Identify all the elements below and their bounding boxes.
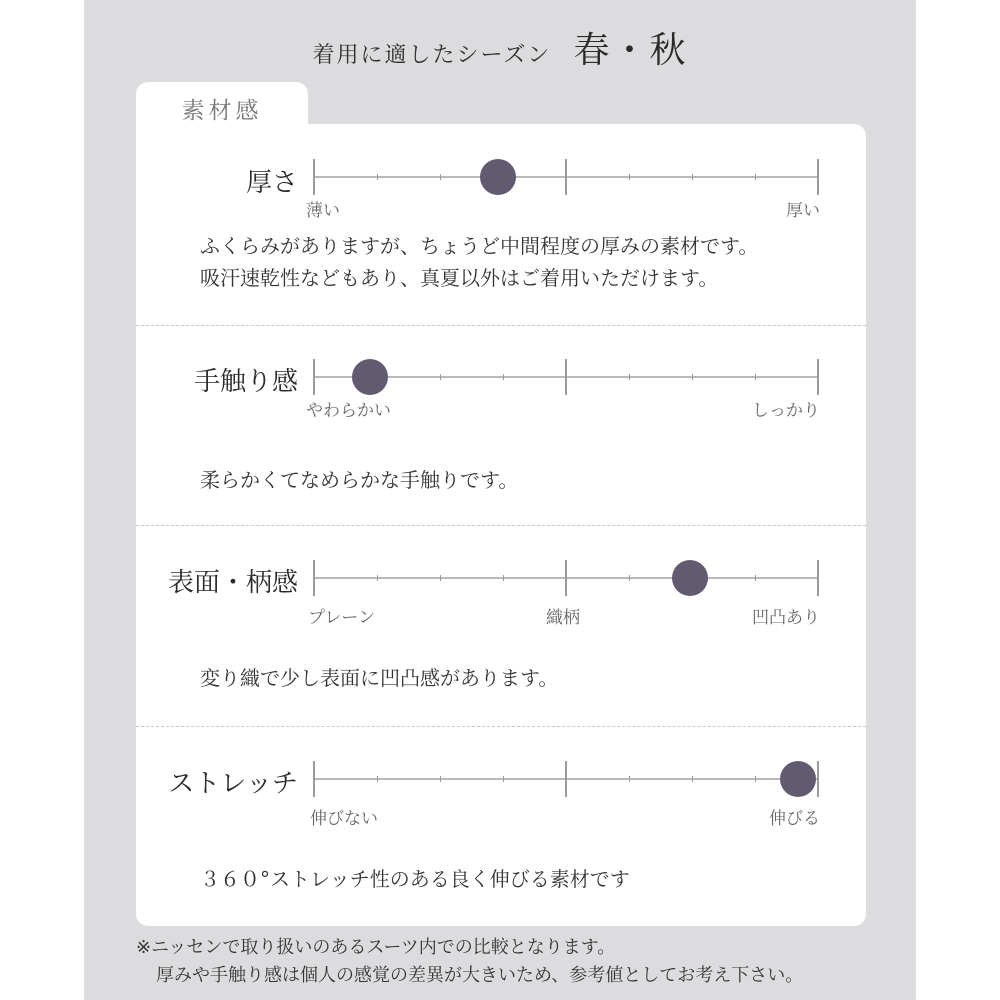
row-title: 手触り感	[193, 367, 298, 397]
scale-left-label: プレーン	[308, 608, 375, 628]
scale-minor-tick	[503, 374, 504, 380]
season-value: 春・秋	[573, 30, 688, 71]
material-tab-label: 素材感	[181, 98, 263, 124]
row-title: 表面・柄感	[167, 568, 298, 598]
scale-major-tick	[565, 359, 567, 395]
row-divider	[136, 325, 866, 326]
row-description-line: ふくらみがありますが、ちょうど中間程度の厚みの素材です。	[200, 234, 759, 258]
scale-minor-tick	[692, 776, 693, 782]
scale-left-label: 伸びない	[310, 809, 378, 829]
scale-minor-tick	[629, 374, 630, 380]
scale-major-tick	[817, 359, 819, 395]
row-description-line: ３６０°ストレッチ性のある良く伸びる素材です	[200, 867, 630, 891]
scale-minor-tick	[377, 776, 378, 782]
scale-left-label: やわらかい	[306, 401, 391, 421]
footnote	[136, 934, 803, 990]
scale-minor-tick	[755, 575, 756, 581]
scale-marker	[672, 560, 708, 596]
scale-minor-tick	[629, 575, 630, 581]
scale-major-tick	[565, 560, 567, 596]
scale-major-tick	[817, 560, 819, 596]
row-description-line: 柔らかくてなめらかな手触りです。	[200, 468, 519, 492]
scale-minor-tick	[440, 776, 441, 782]
scale-major-tick	[817, 761, 819, 797]
footnote-line: 厚みや手触り感は個人の感覚の差異が大きいため、参考値としてお考え下さい。	[156, 965, 804, 986]
scale-minor-tick	[755, 776, 756, 782]
scale-major-tick	[565, 761, 567, 797]
scale-minor-tick	[692, 374, 693, 380]
row-description-line: 吸汗速乾性などもあり、真夏以外はご着用いただけます。	[200, 266, 719, 290]
scale-minor-tick	[377, 174, 378, 180]
scale-left-label: 薄い	[306, 201, 340, 221]
scale-major-tick	[313, 359, 315, 395]
scale-minor-tick	[755, 374, 756, 380]
season-label: 着用に適したシーズン	[312, 43, 552, 68]
scale-minor-tick	[377, 575, 378, 581]
row-title: ストレッチ	[168, 769, 298, 799]
scale-major-tick	[565, 159, 567, 195]
season-header	[84, 22, 916, 72]
scale-minor-tick	[503, 575, 504, 581]
row-divider	[136, 726, 866, 727]
scale-major-tick	[313, 761, 315, 797]
scale-minor-tick	[629, 174, 630, 180]
scale-minor-tick	[755, 174, 756, 180]
row-divider	[136, 525, 866, 526]
scale-right-label: 厚い	[786, 201, 820, 221]
scale-major-tick	[817, 159, 819, 195]
scale-minor-tick	[692, 174, 693, 180]
scale-minor-tick	[440, 374, 441, 380]
scale-major-tick	[313, 560, 315, 596]
scale-minor-tick	[503, 776, 504, 782]
row-title: 厚さ	[245, 168, 298, 198]
scale-right-label: 伸びる	[769, 809, 820, 829]
scale-marker	[352, 359, 388, 395]
scale-major-tick	[313, 159, 315, 195]
scale-right-label: 凹凸あり	[752, 608, 820, 628]
row-description-line: 変り織で少し表面に凹凸感があります。	[200, 666, 559, 690]
scale-right-label: しっかり	[752, 401, 820, 421]
scale-marker	[780, 761, 816, 797]
scale-minor-tick	[440, 174, 441, 180]
scale-minor-tick	[629, 776, 630, 782]
scale-minor-tick	[440, 575, 441, 581]
footnote-line: ※ニッセンで取り扱いのあるスーツ内での比較となります。	[136, 937, 616, 958]
scale-middle-label: 織柄	[546, 608, 580, 628]
